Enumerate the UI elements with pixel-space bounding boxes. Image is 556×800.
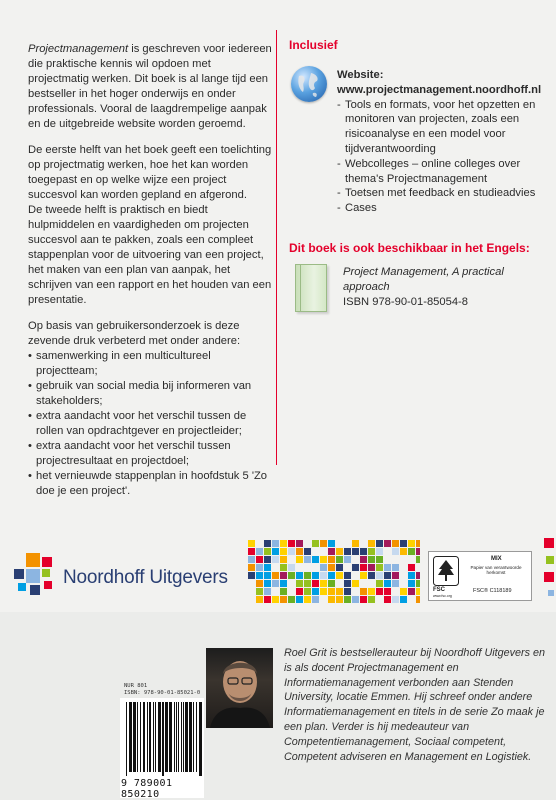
improvements-intro: Op basis van gebruikersonderzoek is deze zevende druk verbeterd met onder andere: [28, 320, 241, 347]
barcode-bar [126, 702, 127, 776]
list-item: - Toetsen met feedback en studieadvies [337, 186, 551, 201]
mosaic-tile [248, 556, 255, 563]
mosaic-tile [408, 580, 415, 587]
mosaic-tile [328, 588, 335, 595]
mosaic-tile [368, 572, 375, 579]
mosaic-tile [416, 540, 420, 547]
mosaic-tile [336, 588, 343, 595]
mosaic-tile [344, 548, 351, 555]
mosaic-tile [336, 556, 343, 563]
list-item: - Webcolleges – online colleges over thema's Projectmanagement [337, 157, 551, 187]
barcode-bar [185, 702, 188, 772]
barcode-number: 9 789001 850210 [121, 778, 173, 800]
mosaic-tile [368, 596, 375, 603]
mosaic-tile [288, 564, 295, 571]
mosaic-tile [256, 596, 263, 603]
barcode-bar [147, 702, 148, 772]
list-item: - Cases [337, 201, 551, 216]
mosaic-tile [296, 548, 303, 555]
barcode-bar [176, 702, 177, 772]
mosaic-tile [416, 556, 420, 563]
barcode-bar [129, 702, 132, 772]
barcode-bar [193, 702, 194, 772]
mosaic-tile [304, 596, 311, 603]
barcode-bar [199, 702, 202, 776]
mosaic-tile [256, 548, 263, 555]
mosaic-tile [320, 540, 327, 547]
mosaic-tile [416, 548, 420, 555]
globe-icon [291, 66, 327, 102]
barcode-bar [162, 702, 164, 776]
description-column [28, 42, 272, 499]
mosaic-tile [368, 564, 375, 571]
mosaic-tile [288, 596, 295, 603]
mosaic-tile [304, 556, 311, 563]
mosaic-tile [408, 548, 415, 555]
bio-text-end: . Verder is hij medeauteur van Competentiemanagement, Sociaal competent, Competent adviseren en Management en Logistiek. [284, 720, 532, 763]
mosaic-tile [280, 580, 287, 587]
barcode-bar [169, 702, 172, 772]
mosaic-tile [360, 564, 367, 571]
mosaic-tile [264, 572, 271, 579]
mosaic-tile [392, 540, 399, 547]
mosaic-tile [280, 548, 287, 555]
mosaic-tile [384, 588, 391, 595]
list-item: - Tools en formats, voor het opzetten en monitoren van projecten, zoals een risicoanalyse en een model voor tijdverantwoording [337, 98, 551, 157]
mosaic-tile [264, 556, 271, 563]
mosaic-tile [264, 540, 271, 547]
barcode-bar [181, 702, 182, 772]
barcode-bar [149, 702, 151, 772]
mosaic-tile [416, 588, 420, 595]
color-mosaic [248, 540, 420, 604]
mosaic-tile [256, 556, 263, 563]
intro-book-title: Projectmanagement [28, 43, 129, 55]
mosaic-tile [288, 540, 295, 547]
mosaic-tile [336, 548, 343, 555]
list-item: • het vernieuwde stappenplan in hoofdstuk 5 'Zo doe je een project'. [28, 469, 272, 499]
mosaic-tile [248, 564, 255, 571]
mosaic-tile [392, 548, 399, 555]
improvements-list [28, 349, 272, 499]
mosaic-tile [264, 580, 271, 587]
mosaic-tile [256, 572, 263, 579]
publisher-logo-icon [14, 553, 58, 599]
mosaic-tile [320, 588, 327, 595]
inclusief-column [289, 38, 549, 308]
mosaic-tile [376, 540, 383, 547]
mosaic-tile [400, 548, 407, 555]
list-item: • extra aandacht voor het verschil tussen projectresultaat en projectdoel; [28, 439, 272, 469]
mosaic-tile [328, 596, 335, 603]
mosaic-tile [264, 548, 271, 555]
mosaic-tile [352, 580, 359, 587]
fsc-description: Papier van verantwoorde herkomst [470, 565, 522, 576]
mosaic-tile [304, 580, 311, 587]
mosaic-tile [344, 556, 351, 563]
author-bio [284, 646, 550, 764]
barcode-bar [140, 702, 141, 772]
fsc-label [428, 551, 532, 601]
mosaic-tile [312, 588, 319, 595]
mosaic-tile [328, 572, 335, 579]
list-item: • gebruik van social media bij informeren van stakeholders; [28, 379, 272, 409]
mosaic-tile [272, 556, 279, 563]
mosaic-tile [320, 556, 327, 563]
website-items [337, 98, 551, 216]
mosaic-tile [392, 564, 399, 571]
column-divider [276, 30, 277, 465]
isbn-code: ISBN: 978-90-01-85021-0 [124, 690, 201, 696]
mosaic-tile [248, 540, 255, 547]
mosaic-tile [288, 548, 295, 555]
mosaic-tile [400, 596, 407, 603]
mosaic-tile [384, 572, 391, 579]
mosaic-tile [336, 572, 343, 579]
mosaic-tile [408, 572, 415, 579]
list-item: • samenwerking in een multicultureel projectteam; [28, 349, 272, 379]
english-title: Project Management, A practical approach [343, 266, 504, 293]
mosaic-tile [344, 588, 351, 595]
barcode-bar [137, 702, 138, 772]
mosaic-tile [336, 596, 343, 603]
mosaic-tile [328, 564, 335, 571]
mosaic-tile [408, 588, 415, 595]
mosaic-tile [280, 572, 287, 579]
mosaic-tile [296, 588, 303, 595]
mosaic-tile [248, 572, 255, 579]
mosaic-tile [256, 580, 263, 587]
mosaic-tile [408, 564, 415, 571]
mosaic-tile [384, 580, 391, 587]
mosaic-tile [272, 580, 279, 587]
mosaic-tile [272, 572, 279, 579]
inclusief-heading: Inclusief [289, 38, 338, 52]
website-label: Website: [337, 69, 384, 81]
author-name: Roel Grit [284, 647, 327, 659]
mosaic-tile [368, 548, 375, 555]
fsc-site: www.fsc.org [433, 594, 452, 598]
barcode-bar [178, 702, 179, 772]
mosaic-tile [376, 564, 383, 571]
mosaic-tile [344, 596, 351, 603]
mosaic-tile [256, 588, 263, 595]
mosaic-tile [248, 548, 255, 555]
mosaic-tile [392, 572, 399, 579]
mosaic-tile [368, 540, 375, 547]
mosaic-tile [264, 564, 271, 571]
first-half-paragraph: De eerste helft van het boek geeft een toelichting op projectmatig werken, hoe het kan worden toegepast en op welke wijze een project succesvol kan worden gepland en afgerond. [28, 144, 272, 201]
fsc-mix: MIX [491, 556, 502, 562]
mosaic-tile [272, 548, 279, 555]
mosaic-tile [352, 548, 359, 555]
mosaic-tile [272, 596, 279, 603]
mosaic-tile [376, 572, 383, 579]
nur-code: NUR 801 [124, 683, 148, 689]
mosaic-tile [400, 540, 407, 547]
barcode-bar [155, 702, 156, 772]
book-icon [295, 264, 327, 312]
mosaic-tile [320, 564, 327, 571]
website-block [337, 68, 551, 216]
barcode-bars [120, 698, 204, 776]
barcode-bar [158, 702, 161, 772]
mosaic-tile [328, 556, 335, 563]
nur-block [124, 683, 200, 697]
mosaic-tile [368, 556, 375, 563]
barcode-bar [165, 702, 168, 772]
mosaic-tile [328, 540, 335, 547]
mosaic-tile [384, 540, 391, 547]
mosaic-tile [360, 596, 367, 603]
mosaic-tile [264, 596, 271, 603]
barcode-bar [183, 702, 184, 772]
mosaic-tile [376, 580, 383, 587]
mosaic-tile [352, 540, 359, 547]
barcode-bar [196, 702, 197, 772]
mosaic-tile [352, 564, 359, 571]
mosaic-tile [320, 580, 327, 587]
english-edition-info [343, 265, 543, 310]
fsc-tree-icon [433, 556, 459, 586]
mosaic-tile [384, 564, 391, 571]
english-edition-heading: Dit boek is ook beschikbaar in het Engels: [289, 241, 530, 255]
mosaic-tile [392, 580, 399, 587]
mosaic-tile [376, 588, 383, 595]
mosaic-tile [368, 588, 375, 595]
mosaic-tile [344, 572, 351, 579]
mosaic-tile [280, 556, 287, 563]
mosaic-tile [392, 596, 399, 603]
mosaic-tile [296, 572, 303, 579]
mosaic-tile [416, 572, 420, 579]
mosaic-tile [272, 540, 279, 547]
mosaic-tile [280, 564, 287, 571]
barcode-bar [133, 702, 136, 772]
mosaic-tile [360, 588, 367, 595]
mosaic-tile [312, 572, 319, 579]
second-half-paragraph: De tweede helft is praktisch en biedt hulpmiddelen en vaardigheden om projecten succesvol aan te pakken, zoals een compleet stappenplan voor de uitvoering van een project, het maken van een plan van aanpak, het schrijven van een rapport en het houden van een presentatie. [28, 204, 272, 306]
list-item: • extra aandacht voor het verschil tussen de rollen van opdrachtgever en projectleider; [28, 409, 272, 439]
mosaic-tile [352, 596, 359, 603]
mosaic-tile [312, 596, 319, 603]
website-url[interactable]: www.projectmanagement.noordhoff.nl [337, 83, 542, 96]
publisher-name: Noordhoff Uitgevers [63, 567, 228, 588]
mosaic-tile [288, 572, 295, 579]
bio-text: is bestsellerauteur bij Noordhoff Uitgevers en is als docent Projectmanagement en Informatiemanagement verbonden aan Stenden University, locatie Emmen. Hij schreef onder andere Informatiemanagement en titels in de serie [284, 647, 546, 719]
english-isbn: ISBN 978-90-01-85054-8 [343, 296, 469, 308]
barcode-bar [153, 702, 154, 772]
mosaic-tile [280, 596, 287, 603]
fsc-logo-text: FSC [433, 587, 445, 593]
mosaic-tile [256, 564, 263, 571]
mosaic-tile [312, 540, 319, 547]
mosaic-tile [344, 580, 351, 587]
barcode-bar [174, 702, 175, 772]
mosaic-tile [304, 572, 311, 579]
mosaic-tile [328, 548, 335, 555]
mosaic-tile [304, 588, 311, 595]
mosaic-tile [384, 596, 391, 603]
mosaic-tile [360, 548, 367, 555]
intro-text: is geschreven voor iedereen die praktische kennis wil opdoen met projectmatig werken. Dit boek is al lange tijd een bestseller in het hoger onderwijs en onder professionals. Vooral de laagdrempelige aanpak en de uitgebreide website worden geroemd. [28, 43, 272, 130]
mosaic-tile [296, 596, 303, 603]
barcode-bar [189, 702, 192, 772]
mosaic-tile [376, 548, 383, 555]
barcode-bar [143, 702, 145, 772]
author-photo [206, 648, 273, 728]
mosaic-tile [280, 588, 287, 595]
mosaic-tile [360, 556, 367, 563]
mosaic-tile [264, 588, 271, 595]
fsc-code: FSC® C118189 [473, 588, 512, 594]
mosaic-tile [416, 580, 420, 587]
mosaic-tile [280, 540, 287, 547]
mosaic-tile [360, 572, 367, 579]
mosaic-tile [416, 596, 420, 603]
mosaic-tile [328, 580, 335, 587]
mosaic-tile [312, 580, 319, 587]
mosaic-tile [312, 556, 319, 563]
mosaic-tile [296, 556, 303, 563]
mosaic-tile [376, 556, 383, 563]
mosaic-tile [320, 572, 327, 579]
mosaic-tile [336, 564, 343, 571]
mosaic-tile [296, 540, 303, 547]
intro-paragraph [28, 42, 272, 132]
mosaic-tile [304, 548, 311, 555]
mosaic-tile [400, 588, 407, 595]
mosaic-tile [408, 540, 415, 547]
mosaic-tile [296, 580, 303, 587]
bio-series-title: Zo maak je een plan [284, 706, 545, 733]
